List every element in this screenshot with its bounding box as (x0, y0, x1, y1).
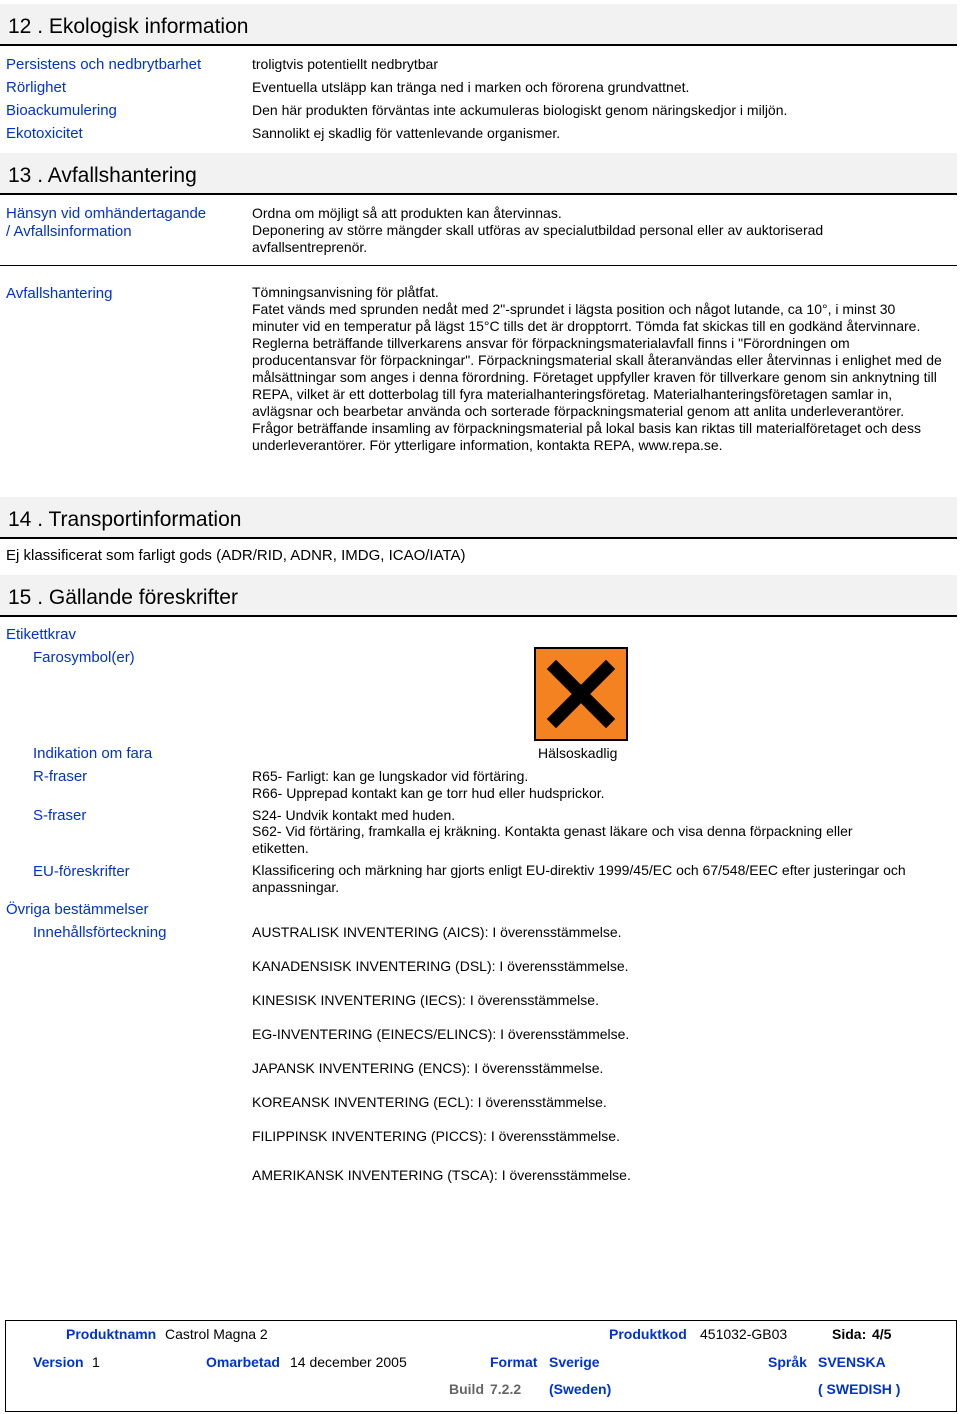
rfraser-2: R66- Upprepad kontakt kan ge torr hud eller hudsprickor. (252, 785, 605, 801)
sida-value: 4/5 (872, 1326, 892, 1342)
ekotoxicitet-value: Sannolikt ej skadlig för vattenlevande organismer. (252, 125, 561, 141)
hansyn-label-line2: / Avfallsinformation (6, 223, 132, 240)
section-14-header (0, 497, 957, 539)
section-15-title: 15 . Gällande föreskrifter (8, 586, 238, 609)
build-label: Build (449, 1381, 484, 1397)
omarbetad-value: 14 december 2005 (290, 1354, 407, 1370)
section-13-title: 13 . Avfallshantering (8, 164, 197, 187)
hansyn-label-line1: Hänsyn vid omhändertagande (6, 205, 207, 222)
bioackumulering-label: Bioackumulering (6, 102, 117, 119)
produktnamn-value: Castrol Magna 2 (165, 1326, 268, 1342)
section-12-title: 12 . Ekologisk information (8, 15, 249, 38)
hansyn-text-line2: Deponering av större mängder skall utföras av specialutbildad personal eller av auktoriserad avfallsentreprenör. (252, 222, 824, 255)
persistens-value: troligtvis potentiellt nedbrytbar (252, 56, 438, 72)
section-12-header (0, 4, 957, 46)
section-15-header (0, 575, 957, 617)
format-sub: (Sweden) (549, 1381, 612, 1397)
inventory-dsl: KANADENSISK INVENTERING (DSL): I överensstämmelse. (252, 958, 629, 974)
sprak-sub: ( SWEDISH ) (818, 1381, 901, 1397)
rorlighet-label: Rörlighet (6, 79, 67, 96)
farosymbol-label: Farosymbol(er) (33, 649, 135, 666)
omarbetad-label: Omarbetad (206, 1354, 280, 1370)
sfraser-label: S-fraser (33, 807, 87, 824)
ovriga-label: Övriga bestämmelser (6, 901, 149, 918)
persistens-label: Persistens och nedbrytbarhet (6, 56, 202, 73)
sida-label: Sida: (832, 1326, 867, 1342)
avfallshantering-label: Avfallshantering (6, 285, 113, 302)
version-value: 1 (92, 1354, 100, 1370)
avfallshantering-text-line1: Tömningsanvisning för plåtfat. (252, 284, 439, 300)
version-label: Version (33, 1354, 84, 1370)
inventory-tsca: AMERIKANSK INVENTERING (TSCA): I överensstämmelse. (252, 1167, 631, 1183)
section-14-title: 14 . Transportinformation (8, 508, 242, 531)
section-13-header (0, 153, 957, 195)
divider (0, 265, 957, 266)
indikation-value: Hälsoskadlig (538, 745, 618, 761)
etikettkrav-label: Etikettkrav (6, 626, 77, 643)
sfraser-1: S24- Undvik kontakt med huden. (252, 807, 456, 823)
sprak-value: SVENSKA (818, 1354, 886, 1370)
produktkod-label: Produktkod (609, 1326, 687, 1342)
transport-text: Ej klassificerat som farligt gods (ADR/RID, ADNR, IMDG, ICAO/IATA) (6, 547, 466, 564)
produktnamn-label: Produktnamn (66, 1326, 157, 1342)
eu-label: EU-föreskrifter (33, 863, 130, 880)
produktkod-value: 451032-GB03 (700, 1326, 788, 1342)
rorlighet-value: Eventuella utsläpp kan tränga ned i marken och förorena grundvattnet. (252, 79, 690, 95)
rfraser-label: R-fraser (33, 768, 88, 785)
rfraser-1: R65- Farligt: kan ge lungskador vid förtäring. (252, 768, 529, 784)
indikation-label: Indikation om fara (33, 745, 153, 762)
format-value: Sverige (549, 1354, 600, 1370)
inventory-iecs: KINESISK INVENTERING (IECS): I överensstämmelse. (252, 992, 599, 1008)
sprak-label: Språk (768, 1354, 807, 1370)
inventory-aics: AUSTRALISK INVENTERING (AICS): I överensstämmelse. (252, 924, 622, 940)
hazard-symbol-icon (534, 647, 628, 741)
eu-text: Klassificering och märkning har gjorts enligt EU-direktiv 1999/45/EC och 67/548/EEC efter justeringar och anpassningar. (252, 862, 906, 895)
format-label: Format (490, 1354, 538, 1370)
inventory-einecs: EG-INVENTERING (EINECS/ELINCS): I överensstämmelse. (252, 1026, 630, 1042)
sfraser-2: S62- Vid förtäring, framkalla ej kräkning. Kontakta genast läkare och visa denna förpackning eller etiketten. (252, 823, 853, 856)
inventory-encs: JAPANSK INVENTERING (ENCS): I överensstämmelse. (252, 1060, 604, 1076)
inventory-piccs: FILIPPINSK INVENTERING (PICCS): I överensstämmelse. (252, 1128, 620, 1144)
innehall-label: Innehållsförteckning (33, 924, 167, 941)
ekotoxicitet-label: Ekotoxicitet (6, 125, 83, 142)
hansyn-text-line1: Ordna om möjligt så att produkten kan återvinnas. (252, 205, 562, 221)
inventory-ecl: KOREANSK INVENTERING (ECL): I överensstämmelse. (252, 1094, 607, 1110)
build-value: 7.2.2 (490, 1381, 522, 1397)
avfallshantering-text-body: Fatet vänds med sprunden nedåt med 2"-sprundet i lägsta position och något lutande, ca 10°, i minst 30 minuter vid en temperatur på lägst 15°C tills det är dropptorrt. Tömda fat skickas till en godkänd återvinnare. Reglerna beträffande tillverkarens ansvar för förpackningsmaterialavfall finns i "Förordningen om producentansvar för förpackningar". Förpackningsmaterial skall återanvändas eller återvinnas i enlighet med de målsättningar som anges i denna förordning. Företaget uppfyller kraven för tillverkare genom sin anknytning till REPA, vilket är ett dotterbolag till fyra materialhanteringsföretag. Materialhanteringsföretagen samlar in, avlägsnar och bearbetar använda och sorterade förpackningsmaterial genom att anlita underleverantörer. Frågor beträffande insamling av förpackningsmaterial på lokal basis kan riktas till materialföretaget och dess underleverantörer. För ytterligare information, kontakta REPA, www.repa.se. (252, 301, 942, 453)
bioackumulering-value: Den här produkten förväntas inte ackumuleras biologiskt genom näringskedjor i miljön. (252, 102, 788, 118)
